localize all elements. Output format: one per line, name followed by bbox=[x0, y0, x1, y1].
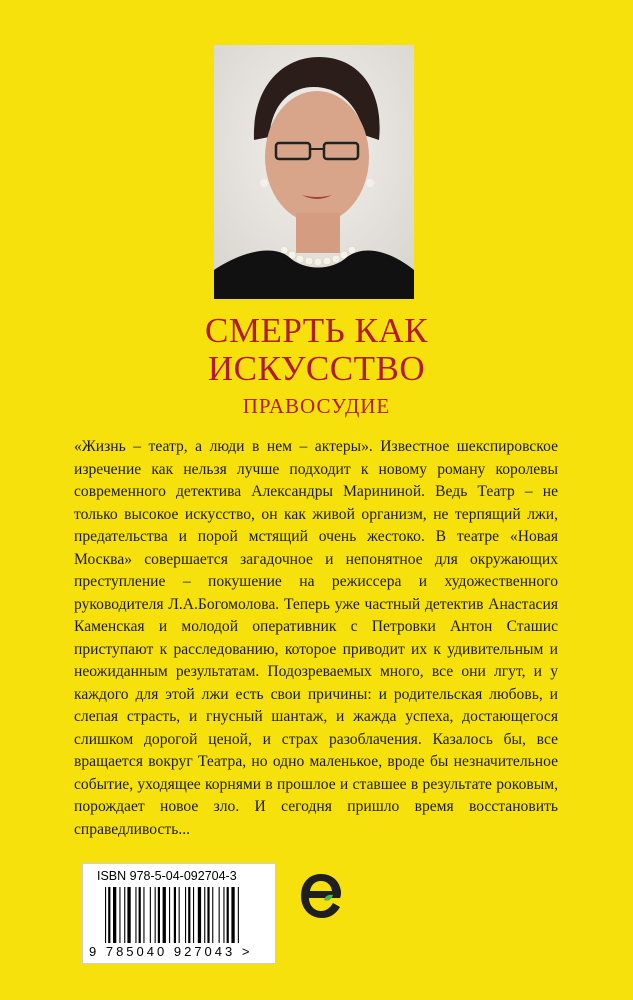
barcode-digits: 9 785040 927043 > bbox=[89, 944, 253, 959]
barcode-bar bbox=[169, 887, 170, 943]
barcode-bar bbox=[238, 887, 239, 943]
author-portrait bbox=[214, 45, 414, 299]
barcode-bar bbox=[155, 887, 156, 943]
barcode-bar bbox=[163, 887, 166, 943]
barcode-bar bbox=[193, 887, 194, 943]
series-subtitle: ПРАВОСУДИЕ bbox=[242, 394, 391, 418]
barcode-bar bbox=[113, 887, 116, 943]
barcode-bar bbox=[127, 887, 130, 943]
barcode-bar bbox=[207, 887, 209, 943]
barcode-bar bbox=[143, 887, 144, 943]
barcode-bar bbox=[174, 887, 176, 943]
barcode-bar bbox=[223, 887, 224, 943]
barcode-bar bbox=[119, 887, 120, 943]
barcode-icon bbox=[105, 887, 255, 943]
barcode-bar bbox=[150, 887, 151, 943]
publisher-logo-icon bbox=[300, 872, 342, 920]
barcode-bar bbox=[188, 887, 190, 943]
barcode-bar bbox=[198, 887, 201, 943]
book-annotation bbox=[74, 436, 558, 841]
barcode-bar bbox=[108, 887, 110, 943]
book-title-line-2: ИСКУССТВО bbox=[207, 349, 426, 388]
barcode-bar bbox=[227, 887, 229, 943]
author-portrait-photo bbox=[214, 45, 414, 299]
annotation-text: «Жизнь – театр, а люди в нем – актеры». Известное шекспировское изречение как нельзя лучше подходит к новому роману королевы современного детектива Александры Марининой. Ведь Театр – не только высокое искусство, он как живой организм, не терпящий лжи, предательства и порой мстящий очень жестоко. В театре «Новая Москва» совершается загадочное и непонятное для окружающих преступление – покушение на режиссера и художественного руководителя Л.А.Богомолова. Теперь уже частный детектив Анастасия Каменская и молодой оперативник с Петровки Антон Сташис приступают к расследованию, которое приводит их к удивительным и неожиданным результатам. Подозреваемых много, все они лгут, и у каждого для этой лжи есть свои причины: и родительская любовь, и слепая страсть, и гнусный шантаж, и жажда успеха, достающегося слишком дорогой ценой, и страх разоблачения. Казалось бы, все вращается вокруг Театра, но одно маленькое, вроде бы незначительное событие, уходящее корнями в прошлое и ставшее в результате роковым, порождает новое зло. И сегодня пришло время восстановить справедливость... bbox=[74, 438, 558, 838]
barcode-bar bbox=[158, 887, 160, 943]
barcode-bar bbox=[135, 887, 136, 943]
barcode-bar bbox=[179, 887, 180, 943]
barcode-bar bbox=[139, 887, 141, 943]
book-title-line-1: СМЕРТЬ КАК bbox=[205, 311, 428, 350]
barcode-label bbox=[82, 863, 276, 964]
barcode-bar bbox=[219, 887, 220, 943]
barcode-bar bbox=[231, 887, 234, 943]
barcode-bar bbox=[204, 887, 205, 943]
barcode-bar bbox=[124, 887, 125, 943]
title-block bbox=[0, 312, 633, 419]
barcode-bar bbox=[105, 887, 106, 943]
isbn-number: ISBN 978-5-04-092704-3 bbox=[97, 869, 237, 883]
barcode-bar bbox=[185, 887, 186, 943]
barcode-bar bbox=[212, 887, 213, 943]
